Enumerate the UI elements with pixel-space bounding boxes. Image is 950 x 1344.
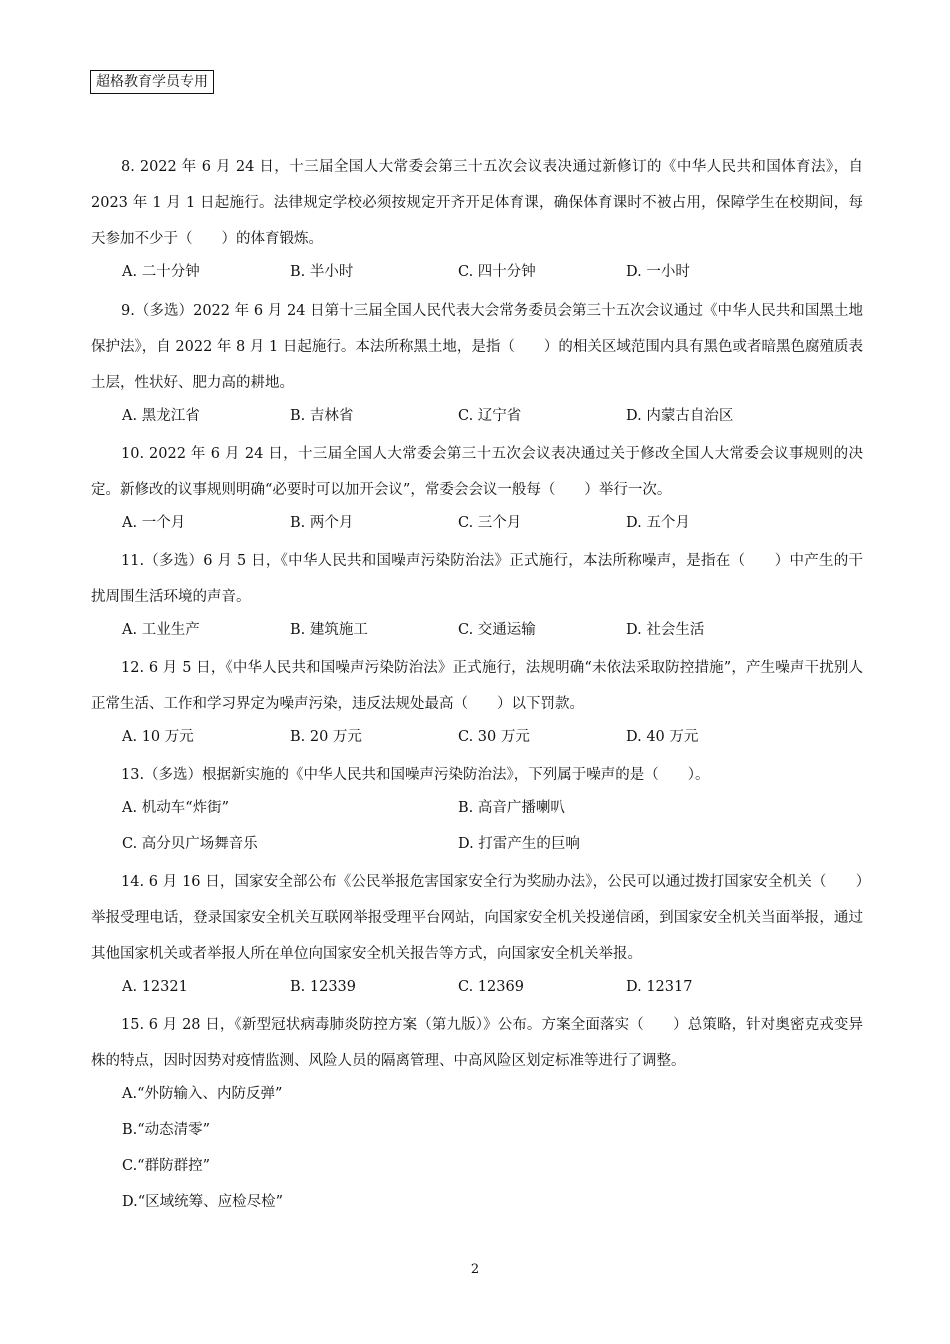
option-c: C. 四十分钟: [458, 264, 536, 280]
question-14: [91, 864, 863, 972]
question-text: 14. 6 月 16 日，国家安全部公布《公民举报危害国家安全行为奖励办法》，公民可以通过拨打国家安全机关（ ）举报受理电话，登录国家安全机关互联网举报受理平台网站，向国家安全机关投递信函，到国家安全机关当面举报，通过其他国家机关或者举报人所在单位向国家安全机关报告等方式，向国家安全机关举报。: [91, 874, 863, 962]
option-d: D. 内蒙古自治区: [626, 408, 734, 424]
option-a: A. 一个月: [122, 515, 186, 531]
option-c: C. 三个月: [458, 515, 522, 531]
question-15: [91, 1007, 863, 1079]
option-c: C. 30 万元: [458, 729, 530, 745]
option-d: D. 五个月: [626, 515, 690, 531]
option-b: B. 高音广播喇叭: [458, 800, 565, 816]
option-a: A. 黑龙江省: [122, 408, 200, 424]
option-d: D.“区域统筹、应检尽检”: [122, 1194, 284, 1210]
option-d: D. 12317: [626, 979, 693, 995]
question-8: [91, 149, 863, 257]
option-d: D. 打雷产生的巨响: [458, 836, 580, 852]
option-c: C. 高分贝广场舞音乐: [122, 836, 258, 852]
option-a: A. 12321: [122, 979, 188, 995]
option-c: C. 交通运输: [458, 622, 536, 638]
option-a: A. 工业生产: [122, 622, 200, 638]
question-text: 10. 2022 年 6 月 24 日，十三届全国人大常委会第三十五次会议表决通过关于修改全国人大常委会议事规则的决定。新修改的议事规则明确“必要时可以加开会议”，常委会会议一般每（ ）举行一次。: [91, 446, 863, 498]
question-text: 12. 6 月 5 日，《中华人民共和国噪声污染防治法》正式施行，法规明确“未依法采取防控措施”，产生噪声干扰别人正常生活、工作和学习界定为噪声污染，违反法规处最高（ ）以下罚款。: [91, 660, 863, 712]
option-a: A. 10 万元: [122, 729, 194, 745]
option-c: C. 辽宁省: [458, 408, 522, 424]
question-text: 13.（多选）根据新实施的《中华人民共和国噪声污染防治法》，下列属于噪声的是（ ）。: [121, 767, 710, 783]
question-text: 8. 2022 年 6 月 24 日，十三届全国人大常委会第三十五次会议表决通过新修订的《中华人民共和国体育法》，自 2023 年 1 月 1 日起施行。法律规定学校必须按规定开齐开足体育课，确保体育课时不被占用，保障学生在校期间，每天参加不少于（ ）的体育锻炼。: [91, 159, 863, 247]
option-d: D. 40 万元: [626, 729, 699, 745]
question-text: 11.（多选）6 月 5 日，《中华人民共和国噪声污染防治法》正式施行，本法所称噪声，是指在（ ）中产生的干扰周围生活环境的声音。: [91, 553, 863, 605]
option-c: C.“群防群控”: [122, 1158, 211, 1174]
option-b: B. 两个月: [290, 515, 354, 531]
option-b: B.“动态清零”: [122, 1122, 211, 1138]
question-10: [91, 436, 863, 508]
option-a: A. 二十分钟: [122, 264, 200, 280]
option-d: D. 社会生活: [626, 622, 705, 638]
option-c: C. 12369: [458, 979, 524, 995]
question-text: 15. 6 月 28 日，《新型冠状病毒肺炎防控方案（第九版）》公布。方案全面落实（ ）总策略，针对奥密克戎变异株的特点，因时因势对疫情监测、风险人员的隔离管理、中高风险区划定标准等进行了调整。: [91, 1017, 863, 1069]
option-b: B. 半小时: [290, 264, 354, 280]
option-b: B. 吉林省: [290, 408, 354, 424]
question-9: [91, 293, 863, 401]
question-11: [91, 543, 863, 615]
page-number: 2: [470, 1262, 480, 1277]
option-b: B. 建筑施工: [290, 622, 368, 638]
option-b: B. 12339: [290, 979, 357, 995]
question-12: [91, 650, 863, 722]
question-13: [91, 757, 863, 793]
option-a: A.“外防输入、内防反弹”: [122, 1086, 283, 1102]
option-b: B. 20 万元: [290, 729, 362, 745]
option-d: D. 一小时: [626, 264, 690, 280]
option-a: A. 机动车“炸街”: [122, 800, 230, 816]
header-label: 超格教育学员专用: [90, 70, 214, 94]
question-text: 9.（多选）2022 年 6 月 24 日第十三届全国人民代表大会常务委员会第三十五次会议通过《中华人民共和国黑土地保护法》，自 2022 年 8 月 1 日起施行。本法所称黑土地，是指（ ）的相关区域范围内具有黑色或者暗黑色腐殖质表土层，性状好、肥力高的耕地。: [91, 303, 863, 391]
